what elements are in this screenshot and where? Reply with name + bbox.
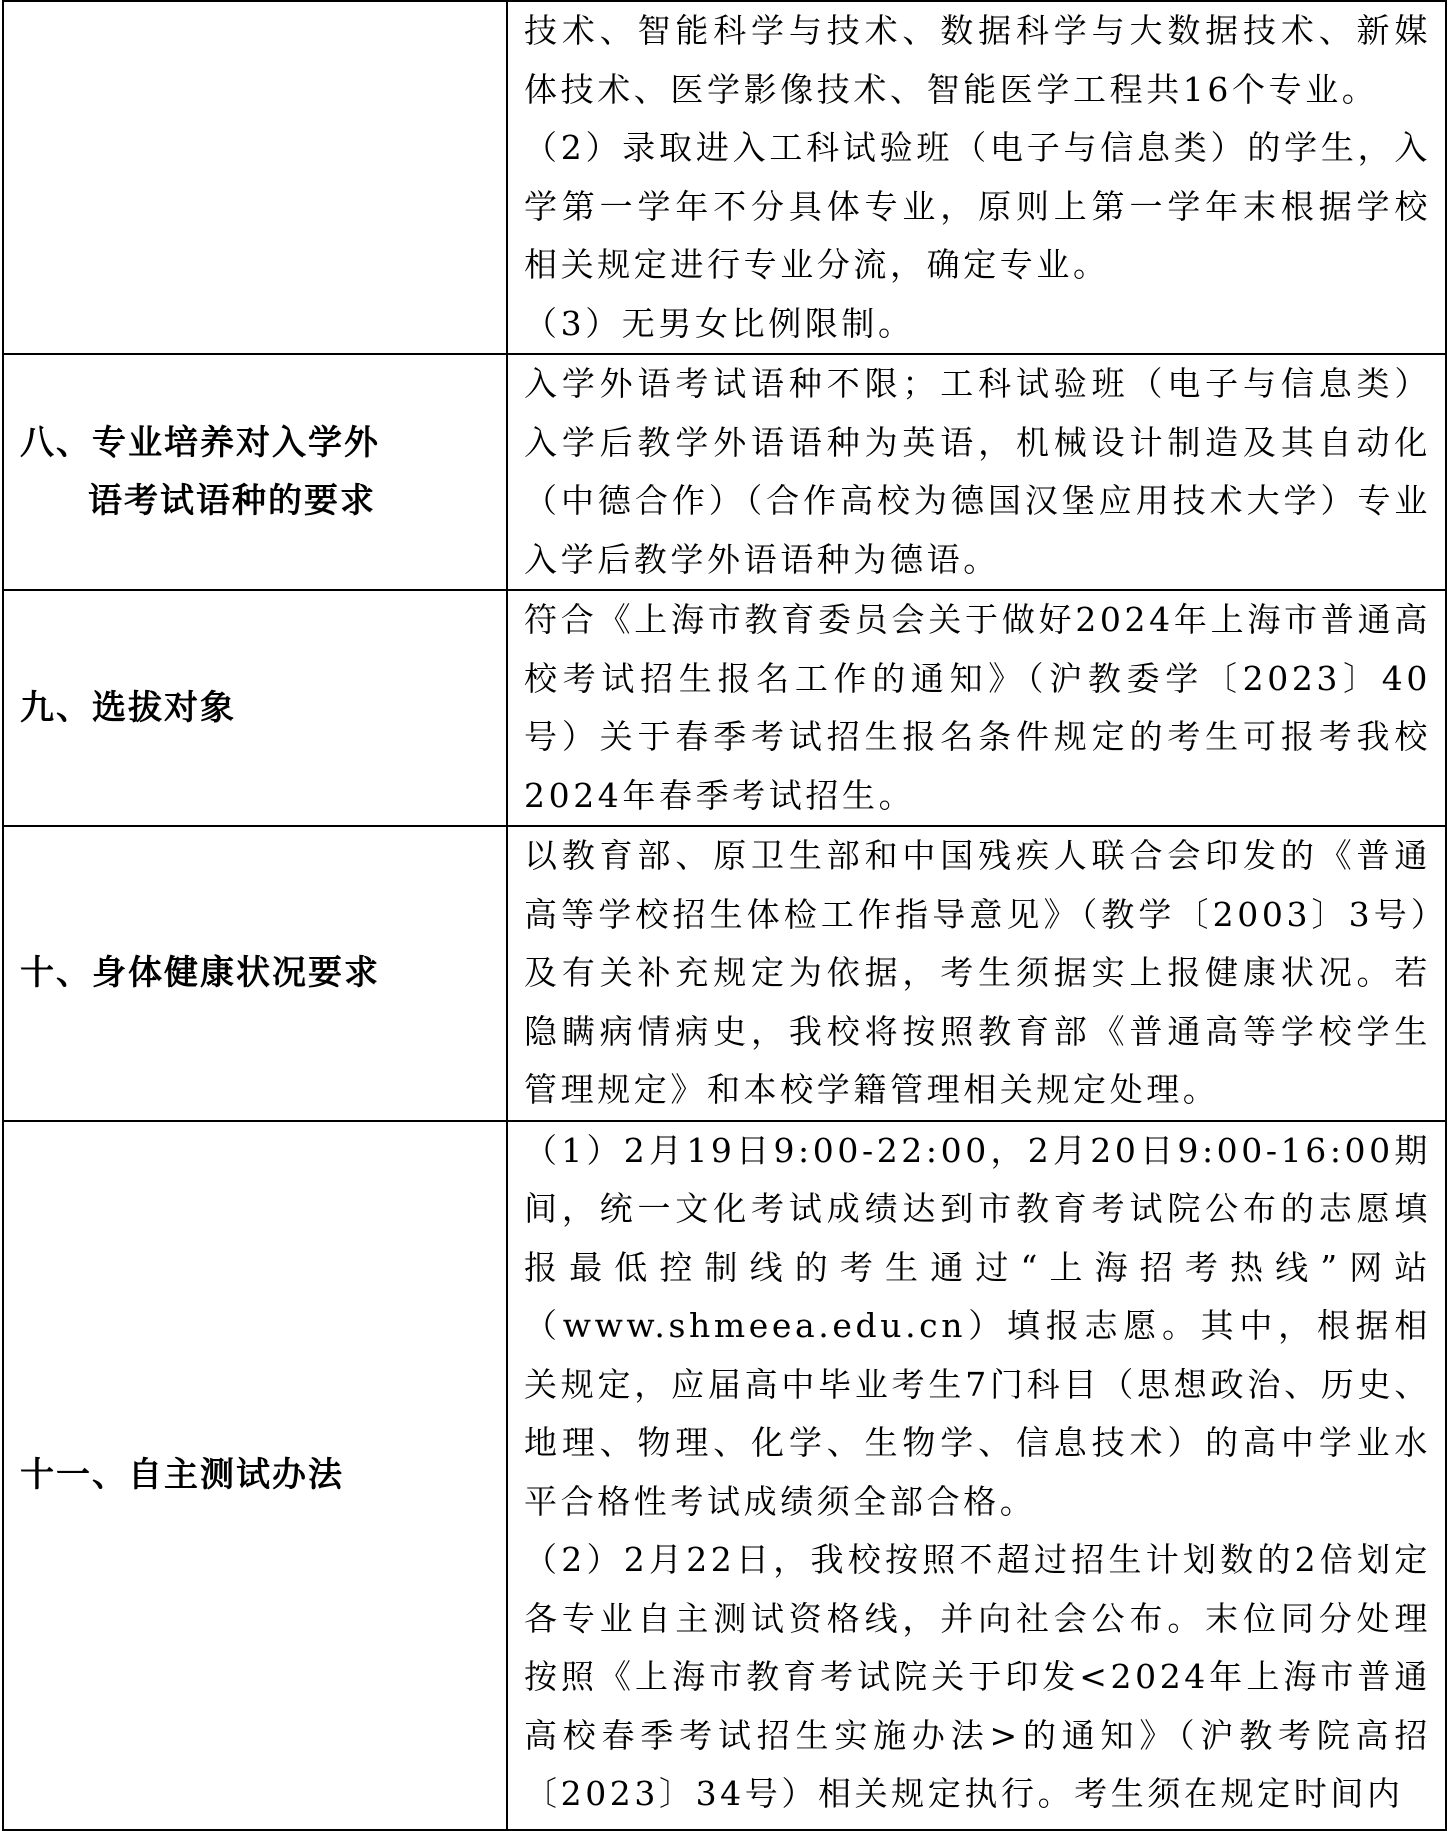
table-row	[3, 826, 1446, 1121]
row-label-line1: 八、专业培养对入学外	[20, 423, 380, 463]
row-content-selection-target	[507, 590, 1446, 826]
admission-rules-table	[2, 0, 1447, 1831]
paragraph: （1）2月19日9:00-22:00，2月20日9:00-16:00期间，统一文化考试成绩达到市教育考试院公布的志愿填报最低控制线的考生通过“上海招考热线”网站（www.shmeea.edu.cn）填报志愿。其中，根据相关规定，应届高中毕业考生7门科目（思想政治、历史、地理、物理、化学、生物学、信息技术）的高中学业水平合格性考试成绩须全部合格。	[524, 1130, 1431, 1521]
paragraph: 符合《上海市教育委员会关于做好2024年上海市普通高校考试招生报名工作的通知》（沪教委学〔2023〕40号）关于春季考试招生报名条件规定的考生可报考我校2024年春季考试招生。	[524, 600, 1431, 815]
row-content-independent-test	[507, 1121, 1446, 1830]
row-label-empty	[3, 1, 507, 354]
paragraph: （2）录取进入工科试验班（电子与信息类）的学生，入学第一学年不分具体专业，原则上第一学年末根据学校相关规定进行专业分流，确定专业。	[524, 128, 1431, 284]
table-row	[3, 354, 1446, 590]
row-label-health-requirement: 十、身体健康状况要求	[3, 826, 507, 1121]
row-content-majors	[507, 1, 1446, 354]
table-row	[3, 590, 1446, 826]
paragraph: （3）无男女比例限制。	[524, 303, 915, 343]
paragraph: （2）2月22日，我校按照不超过招生计划数的2倍划定各专业自主测试资格线，并向社会公布。末位同分处理按照《上海市教育考试院关于印发<2024年上海市普通高校春季考试招生实施办法>的通知》（沪教考院高招〔2023〕34号）相关规定执行。考生须在规定时间内	[524, 1540, 1431, 1813]
row-label-line2: 语考试语种的要求	[88, 481, 376, 521]
paragraph: 技术、智能科学与技术、数据科学与大数据技术、新媒体技术、医学影像技术、智能医学工程共16个专业。	[524, 11, 1431, 109]
paragraph: 入学外语考试语种不限；工科试验班（电子与信息类）入学后教学外语语种为英语，机械设计制造及其自动化（中德合作）（合作高校为德国汉堡应用技术大学）专业入学后教学外语语种为德语。	[524, 364, 1431, 579]
row-label-selection-target: 九、选拔对象	[3, 590, 507, 826]
row-content-health-requirement	[507, 826, 1446, 1121]
row-label-language-requirement	[3, 354, 507, 590]
table-row	[3, 1, 1446, 354]
row-content-language-requirement	[507, 354, 1446, 590]
paragraph: 以教育部、原卫生部和中国残疾人联合会印发的《普通高等学校招生体检工作指导意见》（教学〔2003〕3号）及有关补充规定为依据，考生须据实上报健康状况。若隐瞒病情病史，我校将按照教育部《普通高等学校学生管理规定》和本校学籍管理相关规定处理。	[524, 836, 1431, 1109]
row-label-independent-test: 十一、自主测试办法	[3, 1121, 507, 1830]
table-row	[3, 1121, 1446, 1830]
